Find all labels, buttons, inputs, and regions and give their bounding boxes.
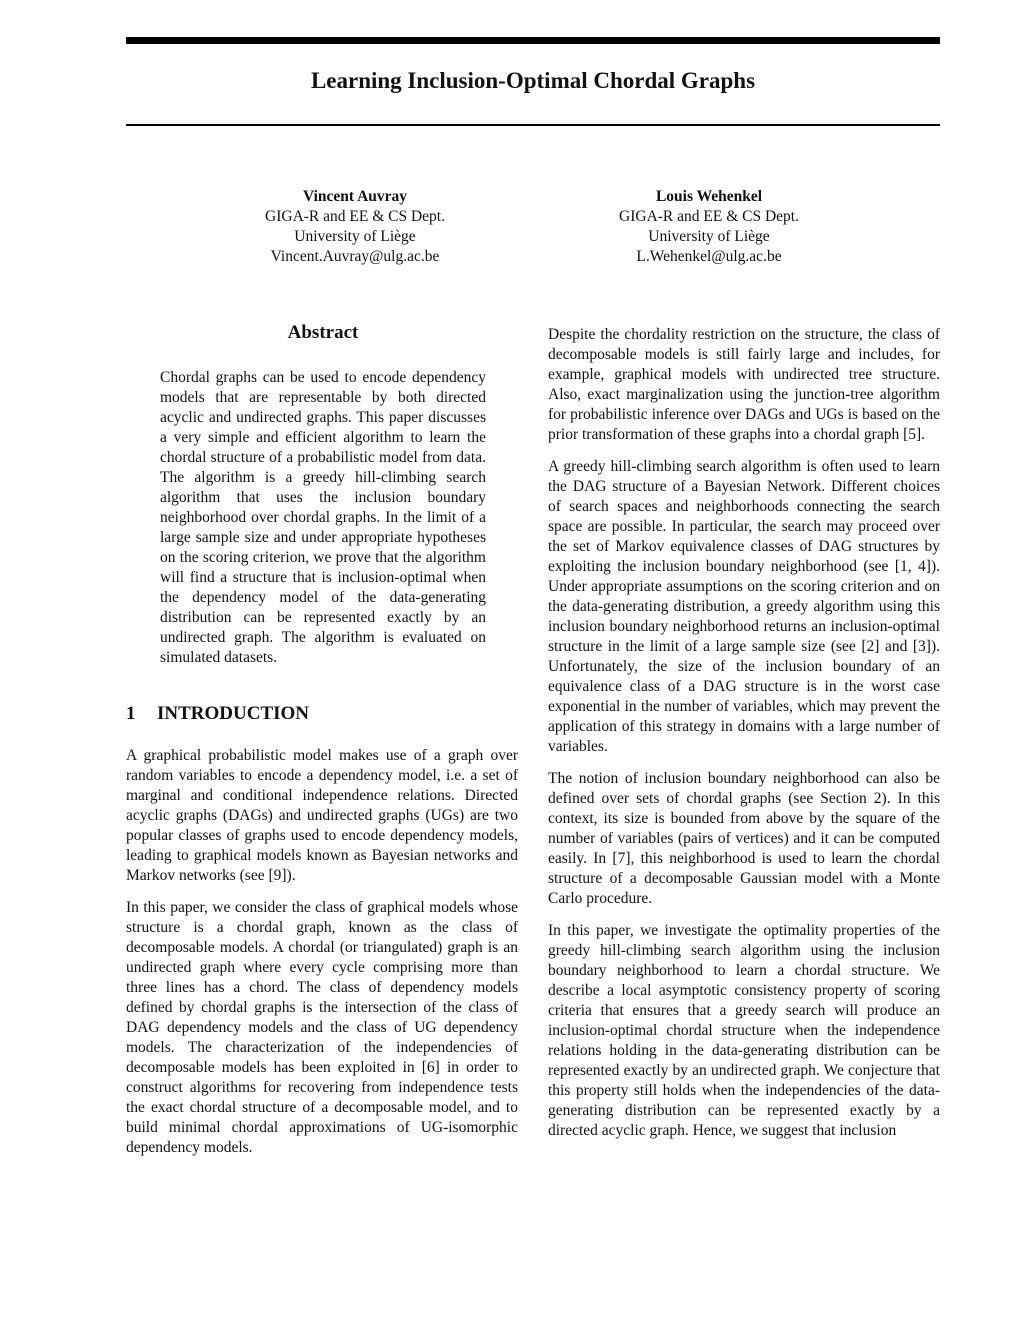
- abstract-body: [160, 368, 486, 668]
- paragraph: Despite the chordality restriction on the structure, the class of decomposable models is still fairly large and includes, for example, graphical models with undirected tree structure. Also, exact marginalization using the junction-tree algorithm for probabilistic inference over DAGs and UGs is based on the prior transformation of these graphs into a chordal graph [5].: [548, 326, 940, 443]
- author-email: L.Wehenkel@ulg.ac.be: [636, 248, 782, 265]
- introduction-body: [126, 746, 518, 1158]
- paragraph: The notion of inclusion boundary neighborhood can also be defined over sets of chordal graphs (see Section 2). In this context, its size is bounded from above by the square of the number of variables (pairs of vertices) and it can be computed easily. In [7], this neighborhood is used to learn the chordal structure of a decomposable Gaussian model with a Monte Carlo procedure.: [548, 770, 940, 907]
- author-name: Vincent Auvray: [302, 188, 408, 205]
- abstract-text: Chordal graphs can be used to encode dependency models that are representable by both directed acyclic and undirected graphs. This paper discusses a very simple and efficient algorithm to learn the chordal structure of a probabilistic model from data. The algorithm is a greedy hill-climbing search algorithm that uses the inclusion boundary neighborhood over chordal graphs. In the limit of a large sample size and under appropriate hypotheses on the scoring criterion, we prove that the algorithm will find a structure that is inclusion-optimal when the dependency model of the data-generating distribution can be represented exactly by an undirected graph. The algorithm is evaluated on simulated datasets.: [160, 369, 486, 666]
- author-affiliation: GIGA-R and EE & CS Dept.: [265, 208, 445, 225]
- author-institution: University of Liège: [294, 228, 416, 245]
- title-rule-top: [126, 37, 940, 44]
- paragraph: A graphical probabilistic model makes use of a graph over random variables to encode a dependency model, i.e. a set of marginal and conditional independence relations. Directed acyclic graphs (DAGs) and undirected graphs (UGs) are two popular classes of graphs used to encode dependency models, leading to graphical models known as Bayesian networks and Markov networks (see [9]).: [126, 747, 518, 884]
- section-title: INTRODUCTION: [157, 703, 310, 724]
- author-institution: University of Liège: [648, 228, 770, 245]
- author-block-2: [559, 187, 859, 267]
- section-number: 1: [126, 703, 136, 724]
- paragraph: In this paper, we consider the class of graphical models whose structure is a chordal graph, known as the class of decomposable models. A chordal (or triangulated) graph is an undirected graph where every cycle comprising more than three lines has a chord. The class of dependency models defined by chordal graphs is the intersection of the class of DAG dependency models and the class of UG dependency models. The characterization of the independencies of decomposable models has been exploited in [6] in order to construct algorithms for recovering from independence tests the exact chordal structure of a decomposable model, and to build minimal chordal approximations of UG-isomorphic dependency models.: [126, 899, 518, 1156]
- author-block-1: [205, 187, 505, 267]
- paper-title: Learning Inclusion-Optimal Chordal Graphs: [310, 68, 756, 93]
- title-rule-bottom: [126, 124, 940, 126]
- author-email: Vincent.Auvray@ulg.ac.be: [270, 248, 440, 265]
- paragraph: A greedy hill-climbing search algorithm is often used to learn the DAG structure of a Bayesian Network. Different choices of search spaces and neighborhoods connecting the search space are possible. In particular, the search may proceed over the set of Markov equivalence classes of DAG structures by exploiting the inclusion boundary neighborhood (see [1, 4]). Under appropriate assumptions on the scoring criterion and on the data-generating distribution, a greedy algorithm using this inclusion boundary neighborhood returns an inclusion-optimal structure in the limit of a large sample size (see [2] and [3]). Unfortunately, the size of the inclusion boundary of an equivalence class of a DAG structure is in the worst case exponential in the number of variables, which may prevent the application of this strategy in domains with a large number of variables.: [548, 458, 940, 755]
- paragraph: In this paper, we investigate the optimality properties of the greedy hill-climbing search algorithm using the inclusion boundary neighborhood to learn a chordal structure. We describe a local asymptotic consistency property of scoring criteria that ensures that a greedy search will produce an inclusion-optimal chordal structure when the independence relations holding in the data-generating distribution can be represented exactly by an undirected graph. We conjecture that this property still holds when the independencies of the data-generating distribution can be represented exactly by a directed acyclic graph. Hence, we suggest that inclusion: [548, 922, 940, 1139]
- author-name: Louis Wehenkel: [655, 188, 763, 205]
- author-affiliation: GIGA-R and EE & CS Dept.: [619, 208, 799, 225]
- section-heading: [126, 702, 309, 726]
- right-column: [548, 325, 940, 1141]
- abstract-heading: Abstract: [287, 322, 359, 343]
